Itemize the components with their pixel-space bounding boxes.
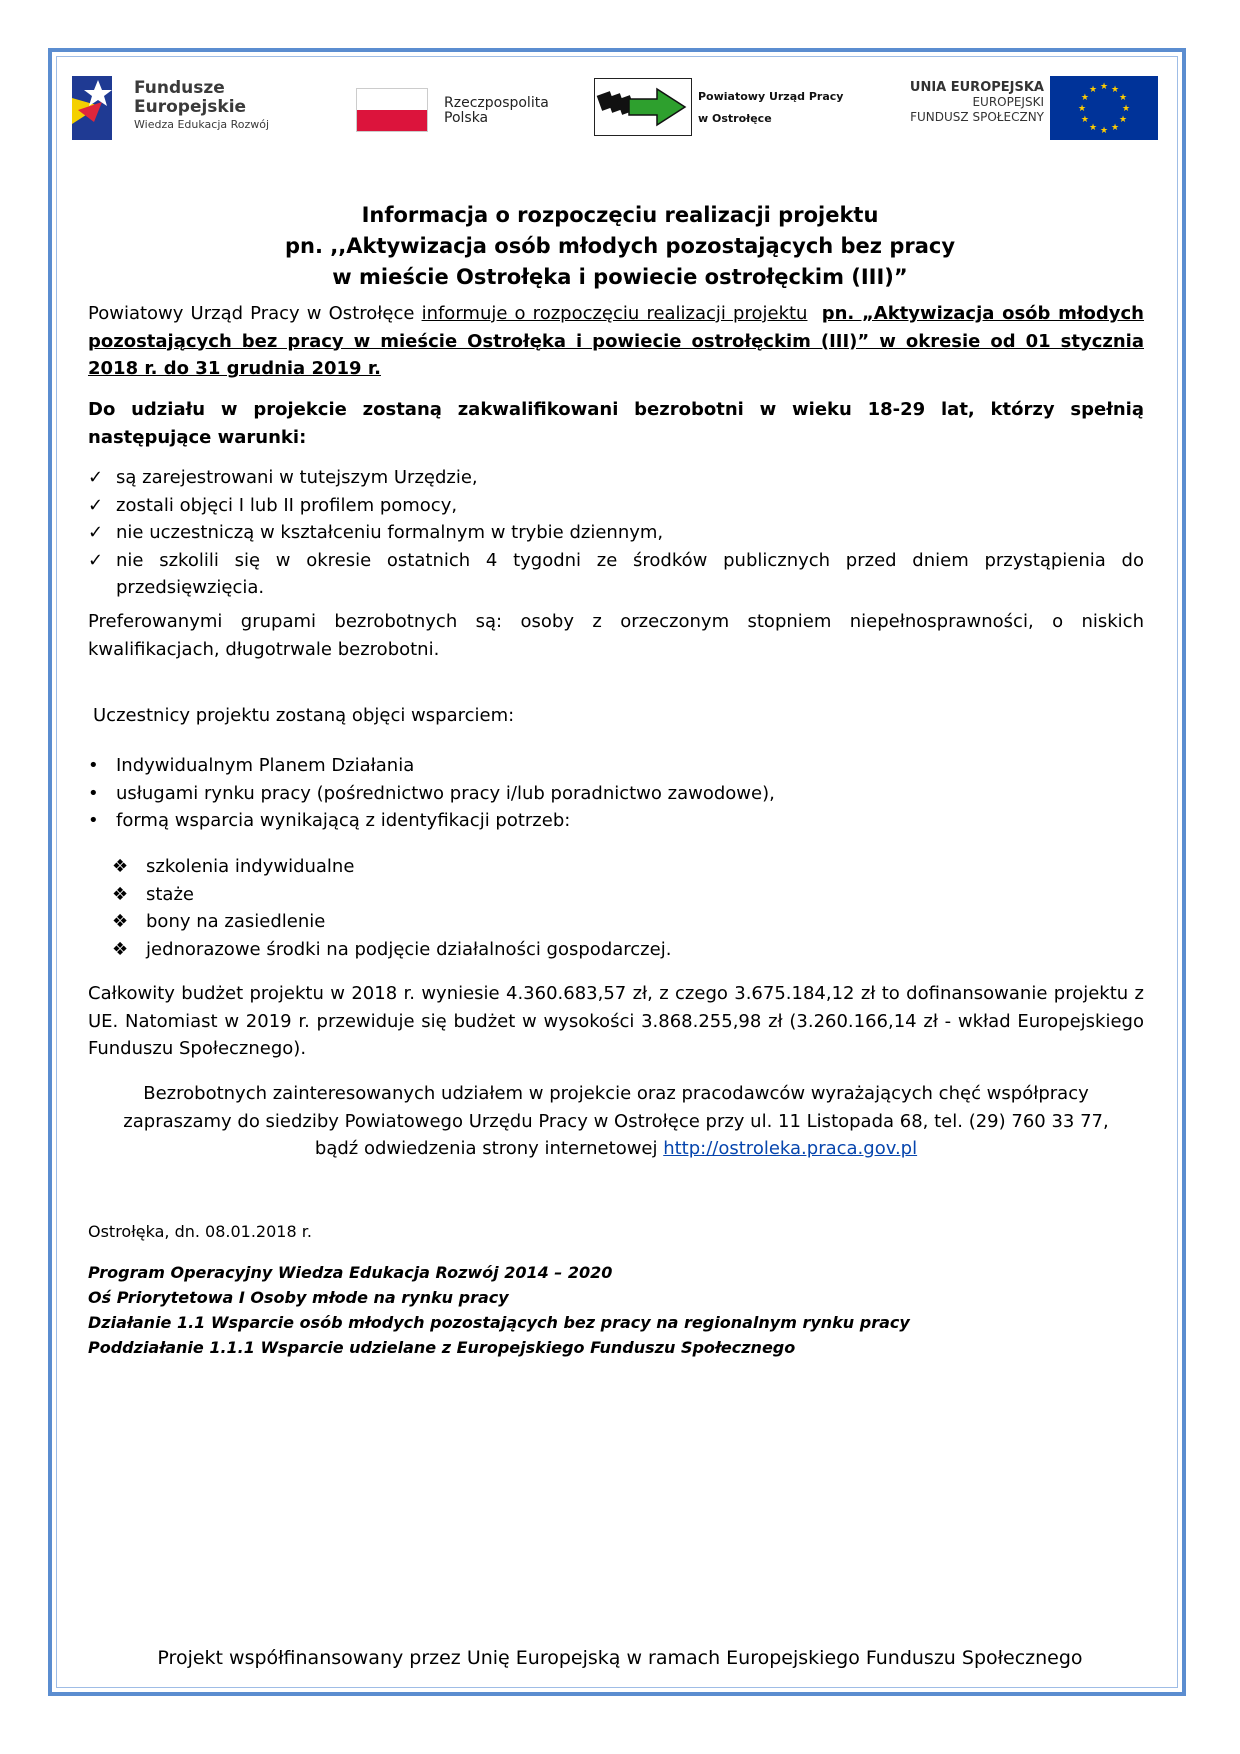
list-item bbox=[88, 752, 1144, 780]
intro-text-2: informuje o rozpoczęciu realizacji projektu bbox=[421, 303, 808, 324]
eu-stars bbox=[1050, 76, 1158, 140]
ue-line-3: FUNDUSZ SPOŁECZNY bbox=[910, 110, 1044, 124]
document-title bbox=[100, 200, 1140, 293]
budget-paragraph: Całkowity budżet projektu w 2018 r. wyniesie 4.360.683,57 zł, z czego 3.675.184,12 zł to dofinansowanie projektu z UE. Natomiast w 2019 r. przewiduje się budżet w wysokości 3.868.255,98 zł (3.260.166,14 zł - wkład Europejskiego Funduszu Społecznego). bbox=[88, 983, 1144, 1059]
diamond-bullet-icon: ❖ bbox=[112, 856, 129, 877]
support-sub-text: szkolenia indywidualne bbox=[146, 856, 355, 877]
conditions-list bbox=[88, 464, 1144, 602]
condition-text: nie uczestniczą w kształceniu formalnym w trybie dziennym, bbox=[116, 522, 664, 543]
eu-star-icon: ★ bbox=[1119, 93, 1128, 103]
rp-line-1: Rzeczpospolita bbox=[444, 95, 549, 111]
bullet-icon: • bbox=[88, 755, 99, 776]
pup-logo-box bbox=[594, 78, 692, 136]
polish-flag-icon bbox=[356, 88, 428, 132]
program-line-2: Oś Priorytetowa I Osoby młode na rynku pracy bbox=[88, 1288, 509, 1307]
list-item bbox=[88, 908, 1144, 936]
intro-text-3: pn. „Aktywizacja osób młodych pozostających bez pracy w mieście Ostrołęka i powiecie ostrołęckim (III)” w okresie od 01 stycznia 2018 r. do 31 grudnia 2019 r. bbox=[88, 303, 1144, 379]
list-item bbox=[88, 807, 1144, 835]
pup-ostroleka-logo bbox=[594, 78, 856, 140]
arrow-icon bbox=[595, 79, 691, 135]
unia-europejska-logo bbox=[862, 74, 1168, 144]
pup-line-1: Powiatowy Urząd Pracy bbox=[698, 90, 844, 103]
list-item bbox=[88, 492, 1144, 520]
support-text: formą wsparcia wynikającą z identyfikacji potrzeb: bbox=[116, 810, 571, 831]
header-logos bbox=[72, 74, 1168, 144]
fe-line-1: Fundusze bbox=[134, 78, 225, 98]
pup-line-2: w Ostrołęce bbox=[698, 112, 772, 125]
eu-star-icon: ★ bbox=[1088, 84, 1098, 95]
eu-star-icon: ★ bbox=[1080, 115, 1089, 125]
eu-flag-icon bbox=[1050, 76, 1158, 140]
bullet-icon: • bbox=[88, 782, 99, 804]
rzeczpospolita-polska-logo bbox=[356, 88, 576, 138]
eu-star-icon: ★ bbox=[1119, 115, 1128, 125]
fe-line-2: Europejskie bbox=[134, 97, 247, 117]
support-sub-text: bony na zasiedlenie bbox=[146, 911, 326, 932]
conditions-heading: Do udziału w projekcie zostaną zakwalifikowani bezrobotni w wieku 18-29 lat, którzy spełnią następujące warunki: bbox=[88, 399, 1144, 448]
invite-line-2: zapraszamy do siedziby Powiatowego Urzędu Pracy w Ostrołęce przy ul. 11 Listopada 68, tel. (29) 760 33 77, bbox=[123, 1110, 1109, 1132]
ue-line-2: EUROPEJSKI bbox=[972, 95, 1044, 109]
invitation-paragraph bbox=[88, 1080, 1144, 1163]
diamond-bullet-icon: ❖ bbox=[112, 911, 129, 932]
ue-line-1: UNIA EUROPEJSKA bbox=[909, 80, 1044, 95]
support-list bbox=[88, 752, 1144, 835]
support-heading: Uczestnicy projektu zostaną objęci wsparciem: bbox=[93, 705, 515, 726]
title-line-2: pn. ,,Aktywizacja osób młodych pozostających bez pracy bbox=[284, 234, 956, 258]
condition-text: zostali objęci I lub II profilem pomocy, bbox=[116, 494, 458, 516]
eu-star-icon: ★ bbox=[1110, 84, 1120, 95]
website-link[interactable]: http://ostroleka.praca.gov.pl bbox=[663, 1138, 918, 1159]
intro-paragraph bbox=[88, 300, 1144, 383]
program-info bbox=[88, 1260, 1144, 1360]
condition-text: są zarejestrowani w tutejszym Urzędzie, bbox=[116, 467, 478, 488]
fundusze-europejskie-logo bbox=[72, 74, 312, 144]
list-item bbox=[88, 547, 1144, 602]
support-sub-text: staże bbox=[146, 883, 194, 905]
program-line-1: Program Operacyjny Wiedza Edukacja Rozwój 2014 – 2020 bbox=[88, 1263, 613, 1282]
check-icon: ✓ bbox=[88, 522, 104, 543]
list-item bbox=[88, 853, 1144, 881]
diamond-bullet-icon: ❖ bbox=[112, 938, 129, 960]
intro-text-1: Powiatowy Urząd Pracy w Ostrołęce bbox=[88, 303, 422, 324]
check-icon: ✓ bbox=[88, 467, 104, 488]
check-icon: ✓ bbox=[88, 494, 104, 516]
fe-line-3: Wiedza Edukacja Rozwój bbox=[134, 118, 270, 131]
program-line-4: Poddziałanie 1.1.1 Wsparcie udzielane z Europejskiego Funduszu Społecznego bbox=[88, 1338, 796, 1357]
list-item bbox=[88, 780, 1144, 808]
check-icon: ✓ bbox=[88, 549, 104, 571]
eu-star-icon: ★ bbox=[1077, 104, 1087, 114]
invite-line-3: bądź odwiedzenia strony internetowej bbox=[314, 1138, 664, 1159]
title-line-1: Informacja o rozpoczęciu realizacji projektu bbox=[361, 203, 879, 227]
eu-star-icon: ★ bbox=[1080, 93, 1089, 103]
eu-star-icon: ★ bbox=[1110, 123, 1120, 134]
eu-star-icon: ★ bbox=[1088, 123, 1098, 134]
support-sub-list bbox=[88, 853, 1144, 963]
eu-star-icon: ★ bbox=[1099, 82, 1109, 92]
document-date: Ostrołęka, dn. 08.01.2018 r. bbox=[88, 1222, 312, 1241]
list-item bbox=[88, 881, 1144, 909]
diamond-bullet-icon: ❖ bbox=[112, 883, 129, 905]
list-item bbox=[88, 936, 1144, 964]
eu-star-icon: ★ bbox=[1121, 104, 1131, 114]
condition-text: nie szkolili się w okresie ostatnich 4 tygodni ze środków publicznych przed dniem przystąpienia do przedsięwzięcia. bbox=[116, 549, 1144, 598]
program-line-3: Działanie 1.1 Wsparcie osób młodych pozostających bez pracy na regionalnym rynku pracy bbox=[88, 1313, 910, 1332]
rp-line-2: Polska bbox=[444, 110, 489, 126]
support-text: Indywidualnym Planem Działania bbox=[116, 755, 415, 776]
page-footer: Projekt współfinansowany przez Unię Europejską w ramach Europejskiego Funduszu Społecznego bbox=[157, 1647, 1083, 1669]
fe-star-icon bbox=[72, 76, 128, 140]
eu-star-icon: ★ bbox=[1099, 126, 1109, 136]
preferred-groups: Preferowanymi grupami bezrobotnych są: osoby z orzeczonym stopniem niepełnosprawności, o niskich kwalifikacjach, długotrwale bezrobotni. bbox=[88, 611, 1144, 660]
support-text: usługami rynku pracy (pośrednictwo pracy i/lub poradnictwo zawodowe), bbox=[116, 782, 775, 804]
invite-line-1: Bezrobotnych zainteresowanych udziałem w projekcie oraz pracodawców wyrażających chęć współpracy bbox=[143, 1083, 1089, 1104]
support-sub-text: jednorazowe środki na podjęcie działalności gospodarczej. bbox=[146, 938, 672, 960]
title-line-3: w mieście Ostrołęka i powiecie ostrołęckim (III)” bbox=[332, 265, 908, 289]
bullet-icon: • bbox=[88, 810, 99, 831]
list-item bbox=[88, 519, 1144, 547]
list-item bbox=[88, 464, 1144, 492]
